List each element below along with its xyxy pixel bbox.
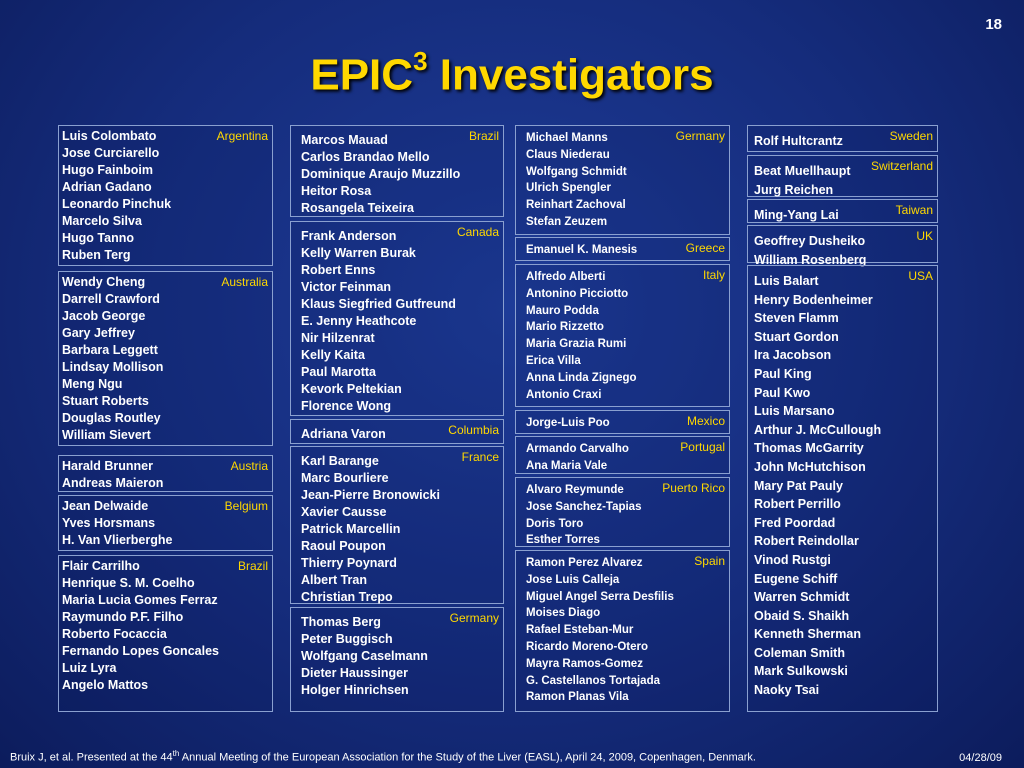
investigator-name: Hugo Fainboim [62,163,153,177]
country-label: USA [908,269,933,283]
investigator-name: Maria Lucia Gomes Ferraz [62,593,218,607]
investigator-name: Erica Villa [526,354,581,367]
investigator-name: Hugo Tanno [62,231,134,245]
box-argentina [58,125,273,266]
country-label: Brazil [237,559,268,573]
investigator-name: Thomas Berg [301,615,381,629]
investigator-name: Angelo Mattos [62,678,149,692]
investigator-name: Ming-Yang Lai [754,208,839,222]
investigator-name: Ana Maria Vale [526,459,608,472]
investigator-name: Ruben Terg [62,248,131,262]
investigator-name: Rafael Esteban-Mur [526,624,634,637]
investigator-name: Vinod Rustgi [754,552,831,567]
box-italy [515,264,730,407]
investigator-name: Darrell Crawford [62,292,160,306]
investigator-name: Arthur J. McCullough [754,422,882,437]
investigator-name: Antonino Picciotto [526,287,629,300]
investigator-name: Dominique Araujo Muzzillo [301,167,461,181]
investigator-name: Wendy Cheng [62,275,146,289]
investigator-name: Miguel Angel Serra Desfilis [526,590,674,603]
country-label: Belgium [224,499,268,513]
box-usa [747,265,938,712]
investigator-name: Raymundo P.F. Filho [62,610,184,624]
investigator-name: Barbara Leggett [62,343,158,357]
investigator-name: Claus Niederau [526,148,610,161]
investigator-name: Jean-Pierre Bronowicki [301,488,440,502]
investigator-name: Robert Reindollar [754,534,859,549]
investigator-name: Mayra Ramos-Gomez [526,657,643,670]
investigator-name: Frank Anderson [301,229,397,243]
country-label: UK [916,229,933,243]
investigator-name: Andreas Maieron [62,476,164,490]
investigator-name: Jean Delwaide [62,499,149,513]
investigator-name: Peter Buggisch [301,632,393,646]
investigator-name: Marc Bourliere [301,471,389,485]
investigator-name: Yves Horsmans [62,516,156,530]
country-label: Argentina [216,129,268,143]
investigator-name: William Rosenberg [754,252,867,267]
investigator-name: Kelly Warren Burak [301,246,416,260]
footer-sup: th [172,749,180,759]
investigator-name: Robert Perrillo [754,497,841,512]
investigator-name: Alvaro Reymunde [526,484,624,496]
investigator-name: Leonardo Pinchuk [62,197,172,211]
investigator-name: Thomas McGarrity [754,441,864,456]
investigator-name: Meng Ngu [62,377,123,391]
investigator-name: Klaus Siegfried Gutfreund [301,297,456,311]
investigator-name: Alfredo Alberti [526,271,606,283]
investigator-name: Dieter Haussinger [301,666,408,680]
box-taiwan [747,199,938,223]
investigator-name: Geoffrey Dusheiko [754,234,866,248]
investigator-name: Robert Enns [301,263,376,277]
box-germany-1 [515,125,730,235]
box-greece [515,237,730,261]
country-label: Germany [675,129,725,143]
country-label: France [461,450,499,464]
country-label: Puerto Rico [662,481,725,495]
investigator-name: Adrian Gadano [62,180,152,194]
box-portugal [515,436,730,474]
investigator-name: Rosangela Teixeira [301,201,415,215]
investigator-name: Luis Marsano [754,404,835,419]
investigator-name: Holger Hinrichsen [301,683,409,697]
investigator-list [291,447,503,606]
investigator-name: Obaid S. Shaikh [754,608,850,623]
investigator-name: Mauro Podda [526,304,599,317]
investigator-name: Anna Linda Zignego [526,371,637,384]
box-australia [58,271,273,446]
country-label: Switzerland [870,159,933,173]
investigator-name: Thierry Poynard [301,556,397,570]
investigator-name: Nir Hilzenrat [301,331,375,345]
investigator-name: G. Castellanos Tortajada [526,674,660,687]
investigator-name: Heitor Rosa [301,184,372,198]
investigator-name: Reinhart Zachoval [526,199,626,212]
country-label: Australia [221,275,268,289]
investigator-name: Naoky Tsai [754,683,820,698]
investigator-name: Gary Jeffrey [62,326,135,340]
investigator-name: Paul King [754,366,812,381]
investigator-list [59,126,272,264]
investigator-name: Raoul Poupon [301,539,386,553]
investigator-name: Stuart Roberts [62,394,149,408]
title-superscript: 3 [413,46,428,76]
investigator-name: Fred Poordad [754,515,836,530]
investigator-name: Patrick Marcellin [301,522,401,536]
investigator-name: Wolfgang Caselmann [301,649,428,663]
investigator-name: Henrique S. M. Coelho [62,576,195,590]
investigator-name: Coleman Smith [754,645,845,660]
investigator-name: Christian Trepo [301,590,393,604]
country-label: Greece [685,241,725,255]
country-label: Austria [230,459,268,473]
investigator-name: Jose Curciarello [62,146,160,160]
investigator-name: Lindsay Mollison [62,360,164,374]
box-spain [515,550,730,712]
investigator-name: Marcelo Silva [62,214,142,228]
investigator-name: William Sievert [62,428,151,442]
box-austria [58,455,273,492]
investigator-name: Flair Carrilho [62,559,140,573]
investigator-name: Rolf Hultcrantz [754,134,843,148]
investigator-name: Harald Brunner [62,459,153,473]
investigator-name: Esther Torres [526,534,600,547]
investigator-name: Albert Tran [301,573,367,587]
box-puerto-rico [515,477,730,547]
investigator-list [516,265,729,403]
country-label: Italy [702,268,725,282]
country-label: Germany [449,611,499,625]
investigator-list [748,226,937,269]
investigator-name: Ira Jacobson [754,348,832,363]
country-label: Taiwan [895,203,933,217]
investigator-name: Luiz Lyra [62,661,117,675]
investigator-name: Roberto Focaccia [62,627,167,641]
investigator-name: Stuart Gordon [754,329,839,344]
investigator-name: Xavier Causse [301,505,387,519]
investigator-name: E. Jenny Heathcote [301,314,417,328]
box-mexico [515,410,730,434]
investigator-name: Kenneth Sherman [754,627,861,642]
investigator-name: John McHutchison [754,459,866,474]
box-germany-2 [290,607,504,712]
investigator-name: Michael Manns [526,132,608,144]
country-label: Mexico [686,414,725,428]
investigator-name: Steven Flamm [754,311,839,326]
footer-date: 04/28/09 [959,752,1002,764]
investigator-name: Paul Marotta [301,365,377,379]
investigator-name: Antonio Craxi [526,388,602,401]
country-label: Brazil [468,129,499,143]
investigator-name: Doris Toro [526,517,584,530]
investigator-name: Kelly Kaita [301,348,365,362]
investigator-name: Marcos Mauad [301,133,388,147]
country-label: Sweden [889,129,933,143]
box-columbia [290,419,504,444]
investigator-name: Armando Carvalho [526,443,629,455]
investigator-name: Mary Pat Pauly [754,478,843,493]
footer-text-pre: Bruix J, et al. Presented at the 44 [10,752,173,764]
investigator-name: Ricardo Moreno-Otero [526,640,649,653]
investigator-name: Douglas Routley [62,411,161,425]
title-main: EPIC [310,50,414,100]
investigator-name: Kevork Peltekian [301,382,402,396]
investigator-name: Luis Colombato [62,129,157,143]
investigator-name: H. Van Vlierberghe [62,533,173,547]
country-label: Canada [456,225,499,239]
investigator-name: Jose Luis Calleja [526,573,620,586]
investigator-name: Mark Sulkowski [754,664,848,679]
investigator-list [291,222,503,415]
box-switzerland [747,155,938,197]
investigator-name: Henry Bodenheimer [754,292,873,307]
investigator-list [516,551,729,706]
investigator-name: Stefan Zeuzem [526,215,608,228]
investigator-name: Jose Sanchez-Tapias [526,500,642,513]
investigator-name: Ramon Planas Vila [526,691,629,704]
investigator-name: Jurg Reichen [754,182,834,197]
title-rest: Investigators [427,50,714,100]
investigator-name: Ramon Perez Alvarez [526,557,643,569]
country-label: Portugal [680,440,725,454]
investigator-name: Wolfgang Schmidt [526,165,627,178]
investigator-name: Eugene Schiff [754,571,838,586]
investigator-name: Ulrich Spengler [526,182,611,195]
investigator-list [59,556,272,694]
slide-number: 18 [985,16,1002,33]
investigator-list [748,266,937,700]
investigator-name: Mario Rizzetto [526,321,604,334]
investigator-name: Florence Wong [301,399,392,413]
box-belgium [58,495,273,551]
investigator-name: Adriana Varon [301,427,386,441]
investigator-name: Warren Schmidt [754,590,850,605]
box-sweden [747,125,938,152]
box-uk [747,225,938,267]
box-france [290,446,504,604]
investigator-name: Beat Muellhaupt [754,164,851,178]
investigator-name: Luis Balart [754,274,819,288]
investigator-name: Moises Diago [526,607,601,620]
investigator-name: Karl Barange [301,454,379,468]
footer-text-post: Annual Meeting of the European Association for the Study of the Liver (EASL), April 24, 2009, Copenhagen, Denmark. [179,752,756,764]
box-brazil-1 [290,125,504,217]
box-brazil-2 [58,555,273,712]
investigator-name: Carlos Brandao Mello [301,150,430,164]
country-label: Spain [694,554,725,568]
investigator-name: Jorge-Luis Poo [526,417,610,429]
slide-title [0,46,1024,101]
footer-citation [10,749,756,764]
investigator-name: Jacob George [62,309,146,323]
investigator-name: Victor Feinman [301,280,392,294]
investigator-name: Maria Grazia Rumi [526,338,627,351]
country-label: Columbia [448,423,499,437]
investigator-name: Emanuel K. Manesis [526,244,638,256]
investigator-list [59,272,272,444]
box-canada [290,221,504,416]
investigator-name: Fernando Lopes Goncales [62,644,219,658]
investigator-name: Paul Kwo [754,385,811,400]
